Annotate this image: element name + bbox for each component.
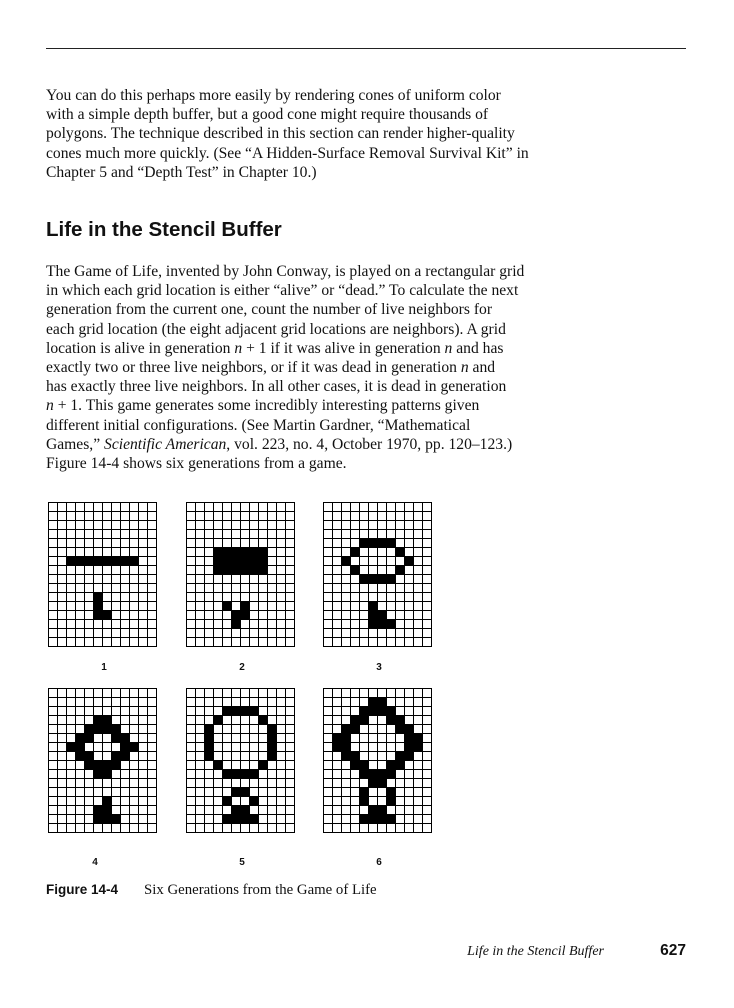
live-cell [129,742,138,751]
text-run: Games,” [46,435,105,453]
live-cell [111,724,120,733]
live-cell [93,760,102,769]
live-cell [350,760,359,769]
live-cell [213,715,222,724]
live-cell [404,742,413,751]
live-cell [386,538,395,547]
live-cell [377,574,386,583]
text-line: polygons. The technique described in this section can render higher-quality [46,125,515,143]
text-line: has exactly three live neighbors. In all other cases, it is dead in generation [46,378,507,396]
live-cell [93,769,102,778]
text-line: You can do this perhaps more easily by rendering cones of uniform color [46,87,501,104]
live-cell [341,733,350,742]
live-cell [341,751,350,760]
live-cell [249,556,258,565]
live-cell [120,733,129,742]
live-cell [66,742,75,751]
live-cell [386,574,395,583]
live-cell [258,565,267,574]
live-cell [75,742,84,751]
live-cell [377,619,386,628]
text-line: each grid location (the eight adjacent grid locations are neighbors). A grid [46,320,506,338]
generation-grid-1 [47,501,161,647]
live-cell [240,610,249,619]
live-cell [368,697,377,706]
live-cell [240,556,249,565]
text-line: Chapter 5 and “Depth Test” in Chapter 10.) [46,163,317,181]
live-cell [84,760,93,769]
live-cell [111,556,120,565]
live-cell [267,742,276,751]
live-cell [267,751,276,760]
live-cell [111,733,120,742]
live-cell [249,796,258,805]
live-cell [386,769,395,778]
running-footer-title: Life in the Stencil Buffer [467,944,604,959]
live-cell [386,787,395,796]
live-cell [359,787,368,796]
live-cell [368,814,377,823]
live-cell [350,715,359,724]
live-cell [240,769,249,778]
live-cell [395,760,404,769]
live-cell [102,769,111,778]
text-run: exactly two or three live neighbors, or if it was dead in generation [46,359,461,377]
live-cell [249,769,258,778]
live-cell [93,724,102,733]
section-heading: Life in the Stencil Buffer [46,218,282,241]
generation-grid-4 [47,687,161,833]
text-line [46,339,666,358]
generation-label-4: 4 [92,857,98,868]
live-cell [386,619,395,628]
live-cell [111,814,120,823]
live-cell [368,610,377,619]
live-cell [350,751,359,760]
live-cell [222,556,231,565]
grid-lines [323,688,432,833]
generation-grid-2 [185,501,299,647]
grid-lines [48,502,157,647]
live-cell [222,769,231,778]
generation-label-3: 3 [376,662,382,673]
live-cell [395,751,404,760]
live-cell [341,556,350,565]
live-cell [258,547,267,556]
live-cell [84,751,93,760]
live-cell [404,751,413,760]
live-cell [359,574,368,583]
live-cell [120,742,129,751]
body-paragraph [46,262,666,473]
live-cell [377,778,386,787]
live-cell [66,556,75,565]
live-cell [377,814,386,823]
live-cell [258,760,267,769]
live-cell [102,610,111,619]
grid-lines [323,502,432,647]
header-rule [46,48,686,49]
live-cell [222,814,231,823]
live-cell [413,733,422,742]
variable-n: n [234,339,243,357]
live-cell [395,547,404,556]
live-cell [102,715,111,724]
live-cell [395,715,404,724]
live-cell [249,706,258,715]
live-cell [341,742,350,751]
live-cell [377,706,386,715]
live-cell [368,619,377,628]
live-cell [231,787,240,796]
live-cell [84,733,93,742]
live-cell [332,742,341,751]
text-run: location is alive in generation [46,339,235,357]
live-cell [368,601,377,610]
live-cell [213,760,222,769]
generation-grid-6 [322,687,436,833]
live-cell [240,787,249,796]
live-cell [368,769,377,778]
text-run: + 1. This game generates some incredibly interesting patterns given [53,397,480,415]
live-cell [368,538,377,547]
live-cell [240,601,249,610]
live-cell [240,547,249,556]
live-cell [222,601,231,610]
text-line [46,358,666,377]
live-cell [258,715,267,724]
text-line: generation from the current one, count the number of live neighbors for [46,301,493,319]
text-run: + 1 if it was alive in generation [242,339,445,357]
live-cell [93,610,102,619]
live-cell [377,769,386,778]
live-cell [213,556,222,565]
live-cell [359,796,368,805]
text-line: The Game of Life, invented by John Conway, is played on a rectangular grid [46,263,525,280]
text-line: with a simple depth buffer, but a good cone might require thousands of [46,106,489,124]
live-cell [359,538,368,547]
live-cell [75,733,84,742]
text-line: different initial configurations. (See Martin Gardner, “Mathematical [46,416,471,434]
live-cell [350,547,359,556]
live-cell [368,706,377,715]
variable-n: n [444,339,453,357]
live-cell [231,769,240,778]
text-run: and has [452,339,504,357]
live-cell [204,724,213,733]
live-cell [102,760,111,769]
live-cell [231,814,240,823]
live-cell [102,796,111,805]
variable-n: n [460,359,469,377]
live-cell [413,742,422,751]
live-cell [404,724,413,733]
text-line [46,396,666,415]
live-cell [386,760,395,769]
live-cell [368,805,377,814]
live-cell [404,556,413,565]
live-cell [84,556,93,565]
live-cell [102,556,111,565]
live-cell [222,565,231,574]
live-cell [231,556,240,565]
generation-label-2: 2 [239,662,245,673]
live-cell [386,796,395,805]
figure-label: Figure 14-4 [46,882,119,897]
live-cell [120,751,129,760]
text-line: cones much more quickly. (See “A Hidden-Surface Removal Survival Kit” in [46,144,529,162]
live-cell [240,805,249,814]
live-cell [93,814,102,823]
live-cell [231,706,240,715]
live-cell [341,724,350,733]
live-cell [377,538,386,547]
live-cell [395,565,404,574]
live-cell [240,565,249,574]
live-cell [231,805,240,814]
live-cell [332,733,341,742]
live-cell [213,547,222,556]
live-cell [240,814,249,823]
live-cell [249,547,258,556]
text-run: , vol. 223, no. 4, October 1970, pp. 120–123.) [226,435,513,453]
live-cell [359,715,368,724]
text-line: in which each grid location is either “alive” or “dead.” To calculate the next [46,282,519,300]
live-cell [231,619,240,628]
grid-lines [186,688,295,833]
live-cell [222,547,231,556]
live-cell [204,751,213,760]
live-cell [213,565,222,574]
live-cell [129,556,138,565]
text-run: and [468,359,496,377]
live-cell [102,814,111,823]
live-cell [249,565,258,574]
live-cell [75,556,84,565]
live-cell [222,796,231,805]
live-cell [350,724,359,733]
live-cell [404,733,413,742]
live-cell [368,574,377,583]
variable-n: n [46,397,54,415]
live-cell [102,724,111,733]
text-line: Figure 14-4 shows six generations from a game. [46,455,347,473]
live-cell [258,556,267,565]
live-cell [386,706,395,715]
intro-paragraph [46,86,666,182]
live-cell [75,751,84,760]
grid-lines [186,502,295,647]
generation-grid-5 [185,687,299,833]
generation-grid-3 [322,501,436,647]
live-cell [395,724,404,733]
figure-title: Six Generations from the Game of Life [144,882,377,898]
journal-title: Scientific American [104,435,227,453]
live-cell [377,805,386,814]
live-cell [267,733,276,742]
live-cell [240,706,249,715]
live-cell [93,805,102,814]
figure-caption [46,882,377,899]
generation-label-1: 1 [101,662,107,673]
live-cell [249,814,258,823]
live-cell [359,760,368,769]
live-cell [386,715,395,724]
live-cell [359,814,368,823]
live-cell [267,724,276,733]
live-cell [111,760,120,769]
live-cell [222,706,231,715]
live-cell [386,814,395,823]
page-number: 627 [660,942,686,959]
live-cell [120,556,129,565]
generation-label-6: 6 [376,857,382,868]
text-line [46,435,666,454]
live-cell [93,592,102,601]
live-cell [93,715,102,724]
live-cell [368,778,377,787]
live-cell [102,805,111,814]
live-cell [93,556,102,565]
live-cell [231,565,240,574]
generation-label-5: 5 [239,857,245,868]
live-cell [359,706,368,715]
live-cell [204,733,213,742]
live-cell [231,610,240,619]
live-cell [359,769,368,778]
live-cell [204,742,213,751]
live-cell [350,565,359,574]
live-cell [84,724,93,733]
live-cell [111,751,120,760]
live-cell [231,547,240,556]
live-cell [377,697,386,706]
live-cell [93,601,102,610]
live-cell [377,610,386,619]
grid-lines [48,688,157,833]
